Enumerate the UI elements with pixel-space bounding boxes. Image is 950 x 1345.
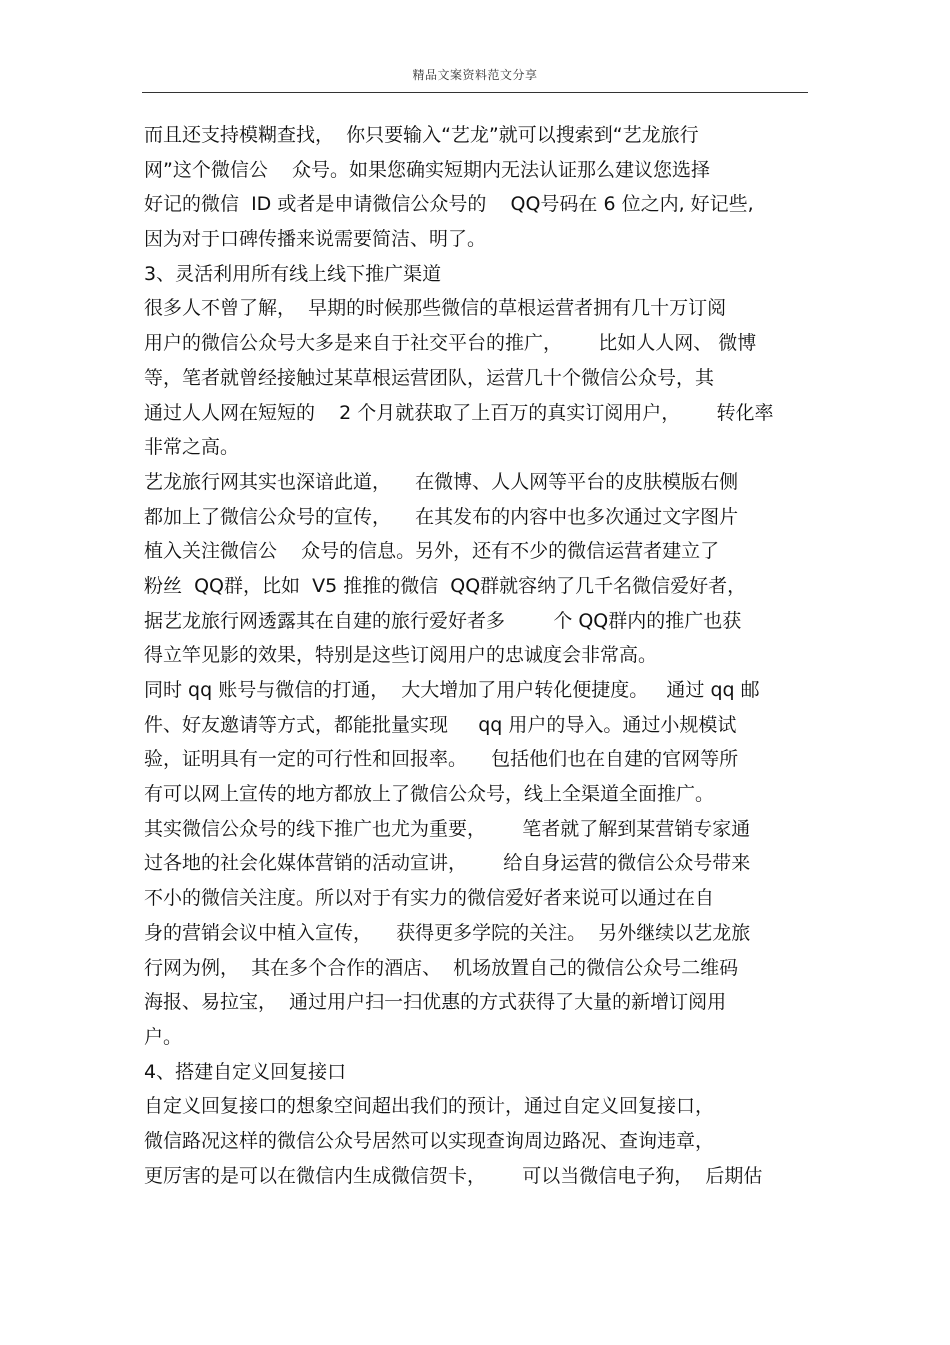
text-line: 据艺龙旅行网透露其在自建的旅行爱好者多 个 QQ群内的推广也获 (144, 609, 742, 632)
text-line: 植入关注微信公 众号的信息。另外，还有不少的微信运营者建立了 (144, 540, 720, 563)
text-line: 而且还支持模糊查找， 你只要输入“艺龙”就可以搜索到“艺龙旅行 (144, 124, 699, 146)
text-line: 好记的微信 ID 或者是申请微信公众号的 QQ号码在 6 位之内, 好记些, (144, 193, 754, 216)
text-line: 很多人不曾了解， 早期的时候那些微信的草根运营者拥有几十万订阅 (144, 297, 727, 320)
text-line: 用户的微信公众号大多是来自于社交平台的推广， 比如人人网、 微博 (144, 332, 757, 355)
text-line: 更厉害的是可以在微信内生成微信贺卡， 可以当微信电子狗， 后期估 (144, 1164, 763, 1187)
text-line: 过各地的社会化媒体营销的活动宣讲， 给自身运营的微信公众号带来 (144, 852, 751, 875)
page-header (142, 62, 808, 93)
text-line: 不小的微信关注度。所以对于有实力的微信爱好者来说可以通过在自 (144, 887, 715, 910)
text-line: 有可以网上宣传的地方都放上了微信公众号，线上全渠道全面推广。 (144, 783, 715, 806)
text-line: 验，证明具有一定的可行性和回报率。 包括他们也在自建的官网等所 (144, 748, 739, 771)
text-line: 海报、易拉宝， 通过用户扫一扫优惠的方式获得了大量的新增订阅用 (144, 991, 727, 1014)
text-line: 自定义回复接口的想象空间超出我们的预计，通过自定义回复接口， (144, 1095, 715, 1118)
text-line: 同时 qq 账号与微信的打通， 大大增加了用户转化便捷度。 通过 qq 邮 (144, 679, 760, 701)
text-line: 因为对于口碑传播来说需要简洁、明了。 (144, 228, 487, 251)
text-line: 行网为例， 其在多个合作的酒店、 机场放置自己的微信公众号二维码 (144, 956, 739, 979)
text-line: 粉丝 QQ群，比如 V5 推推的微信 QQ群就容纳了几千名微信爱好者， (144, 574, 747, 597)
text-line: 身的营销会议中植入宣传， 获得更多学院的关注。 另外继续以艺龙旅 (144, 921, 751, 944)
text-line: 等，笔者就曾经接触过某草根运营团队，运营几十个微信公众号，其 (144, 366, 715, 389)
section-heading: 4、搭建自定义回复接口 (144, 1060, 347, 1083)
text-line: 其实微信公众号的线下推广也尤为重要， 笔者就了解到某营销专家通 (144, 817, 751, 840)
text-line: 户。 (144, 1025, 183, 1048)
text-line: 网”这个微信公 众号。如果您确实短期内无法认证那么建议您选择 (144, 158, 711, 181)
text-line: 微信路况这样的微信公众号居然可以实现查询周边路况、查询违章， (144, 1129, 715, 1152)
header-title: 精品文案资料范文分享 (412, 68, 538, 82)
text-line: 件、好友邀请等方式，都能批量实现 qq 用户的导入。通过小规模试 (144, 713, 737, 736)
text-line: 通过人人网在短短的 2 个月就获取了上百万的真实订阅用户， 转化率 (144, 401, 774, 424)
section-heading: 3、灵活利用所有线上线下推广渠道 (144, 262, 442, 285)
text-line: 艺龙旅行网其实也深谙此道， 在微博、人人网等平台的皮肤模版右侧 (144, 470, 739, 493)
text-line: 都加上了微信公众号的宣传， 在其发布的内容中也多次通过文字图片 (144, 505, 739, 528)
text-line: 非常之高。 (144, 436, 240, 459)
document-body (144, 118, 824, 1193)
text-line: 得立竿见影的效果，特别是这些订阅用户的忠诚度会非常高。 (144, 644, 658, 667)
